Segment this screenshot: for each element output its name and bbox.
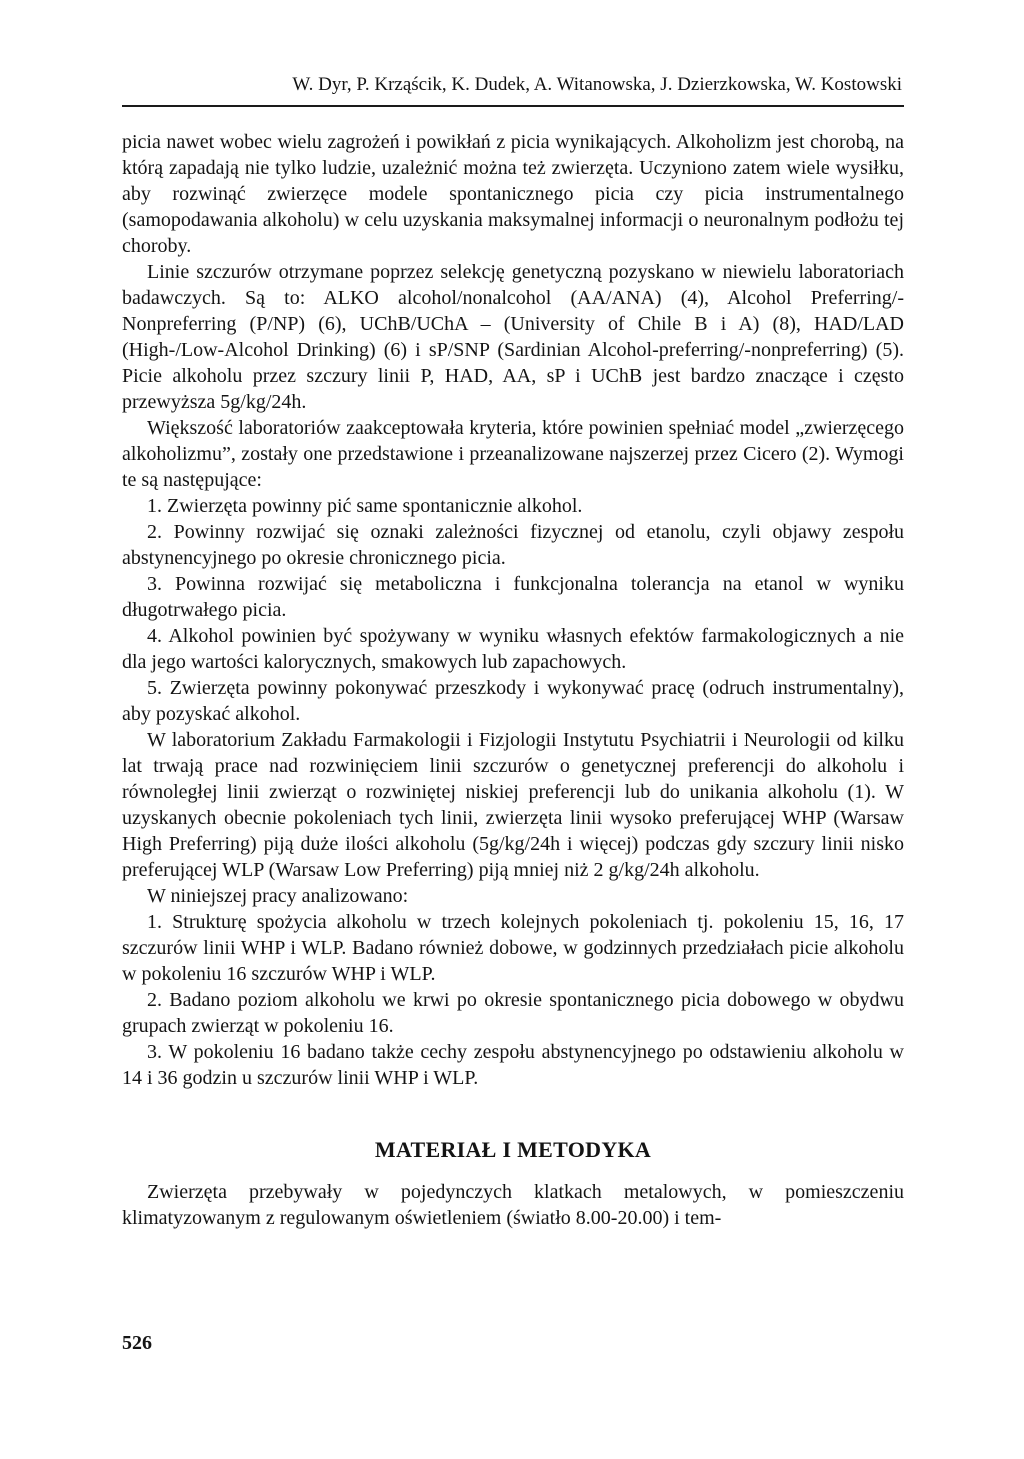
criteria-item-1: 1. Zwierzęta powinny pić same spontanicznie alkohol. (147, 495, 583, 517)
criteria-item-3: 3. Powinna rozwijać się metaboliczna i funkcjonalna tolerancja na etanol w wyniku długotrwałego picia. (122, 573, 904, 621)
analysis-item-1: 1. Strukturę spożycia alkoholu w trzech kolejnych pokoleniach tj. pokoleniu 15, 16, 17 szczurów linii WHP i WLP. Badano również dobowe, w godzinnych przedziałach picie alkoholu w pokoleniu 16 szczurów WHP i WLP. (122, 911, 904, 985)
section-title: MATERIAŁ I METODYKA (374, 1137, 652, 1162)
document-page (122, 72, 904, 1231)
criteria-item-5: 5. Zwierzęta powinny pokonywać przeszkody i wykonywać pracę (odruch instrumentalny), aby pozyskać alkohol. (122, 677, 904, 725)
paragraph-criteria-intro: Większość laboratoriów zaakceptowała kryteria, które powinien spełniać model „zwierzęcego alkoholizmu”, zostały one przedstawione i przeanalizowane najszerzej przez Cicero (2). Wymogi te są następujące: (122, 417, 904, 491)
paragraph-rat-lines: Linie szczurów otrzymane poprzez selekcję genetyczną pozyskano w niewielu laboratoriach badawczych. Są to: ALKO alcohol/nonalcohol (AA/ANA) (4), Alcohol Preferring/-Nonpreferring (P/NP) (6), UChB/UChA – (University of Chile B i A) (8), HAD/LAD (High-/Low-Alcohol Drinking) (6) i sP/SNP (Sardinian Alcohol-preferring/-nonpreferring) (5). Picie alkoholu przez szczury linii P, HAD, AA, sP i UChB jest bardzo znaczące i często przewyższa 5g/kg/24h. (122, 261, 904, 413)
criteria-item-2: 2. Powinny rozwijać się oznaki zależności fizycznej od etanolu, czyli objawy zespołu abstynencyjnego po okresie chronicznego picia. (122, 521, 904, 569)
analysis-item-2: 2. Badano poziom alkoholu we krwi po okresie spontanicznego picia dobowego w obydwu grupach zwierząt w pokoleniu 16. (122, 989, 904, 1037)
header-rule (122, 105, 904, 107)
running-header-authors: W. Dyr, P. Krząścik, K. Dudek, A. Witanowska, J. Dzierzkowska, W. Kostowski (292, 74, 902, 95)
page-number: 526 (122, 1332, 152, 1354)
paragraph-analysis-intro: W niniejszej pracy analizowano: (147, 885, 409, 907)
paragraph-laboratory: W laboratorium Zakładu Farmakologii i Fizjologii Instytutu Psychiatrii i Neurologii od kilku lat trwają prace nad rozwinięciem linii szczurów o genetycznej preferencji do alkoholu i równoległej linii zwierząt o rozwiniętej niskiej preferencji lub do unikania alkoholu (1). W uzyskanych obecnie pokoleniach tych linii, zwierzęta linii wysoko preferującej WHP (Warsaw High Preferring) piją duże ilości alkoholu (5g/kg/24h i więcej) podczas gdy szczury linii nisko preferującej WLP (Warsaw Low Preferring) piją mniej niż 2 g/kg/24h alkoholu. (122, 729, 904, 881)
criteria-item-4: 4. Alkohol powinien być spożywany w wyniku własnych efektów farmakologicznych a nie dla jego wartości kalorycznych, smakowych lub zapachowych. (122, 625, 904, 673)
paragraph-continuation: picia nawet wobec wielu zagrożeń i powikłań z picia wynikających. Alkoholizm jest chorobą, na którą zapadają nie tylko ludzie, uzależnić można też zwierzęta. Uczyniono zatem wiele wysiłku, aby rozwinąć zwierzęce modele spontanicznego picia czy picia instrumentalnego (samopodawania alkoholu) w celu uzyskania maksymalnej informacji o neuronalnym podłożu tej choroby. (122, 131, 904, 257)
analysis-item-3: 3. W pokoleniu 16 badano także cechy zespołu abstynencyjnego po odstawieniu alkoholu w 14 i 36 godzin u szczurów linii WHP i WLP. (122, 1041, 904, 1089)
body-text (122, 129, 904, 1231)
paragraph-methods: Zwierzęta przebywały w pojedynczych klatkach metalowych, w pomieszczeniu klimatyzowanym z regulowanym oświetleniem (światło 8.00-20.00) i tem- (122, 1181, 904, 1229)
